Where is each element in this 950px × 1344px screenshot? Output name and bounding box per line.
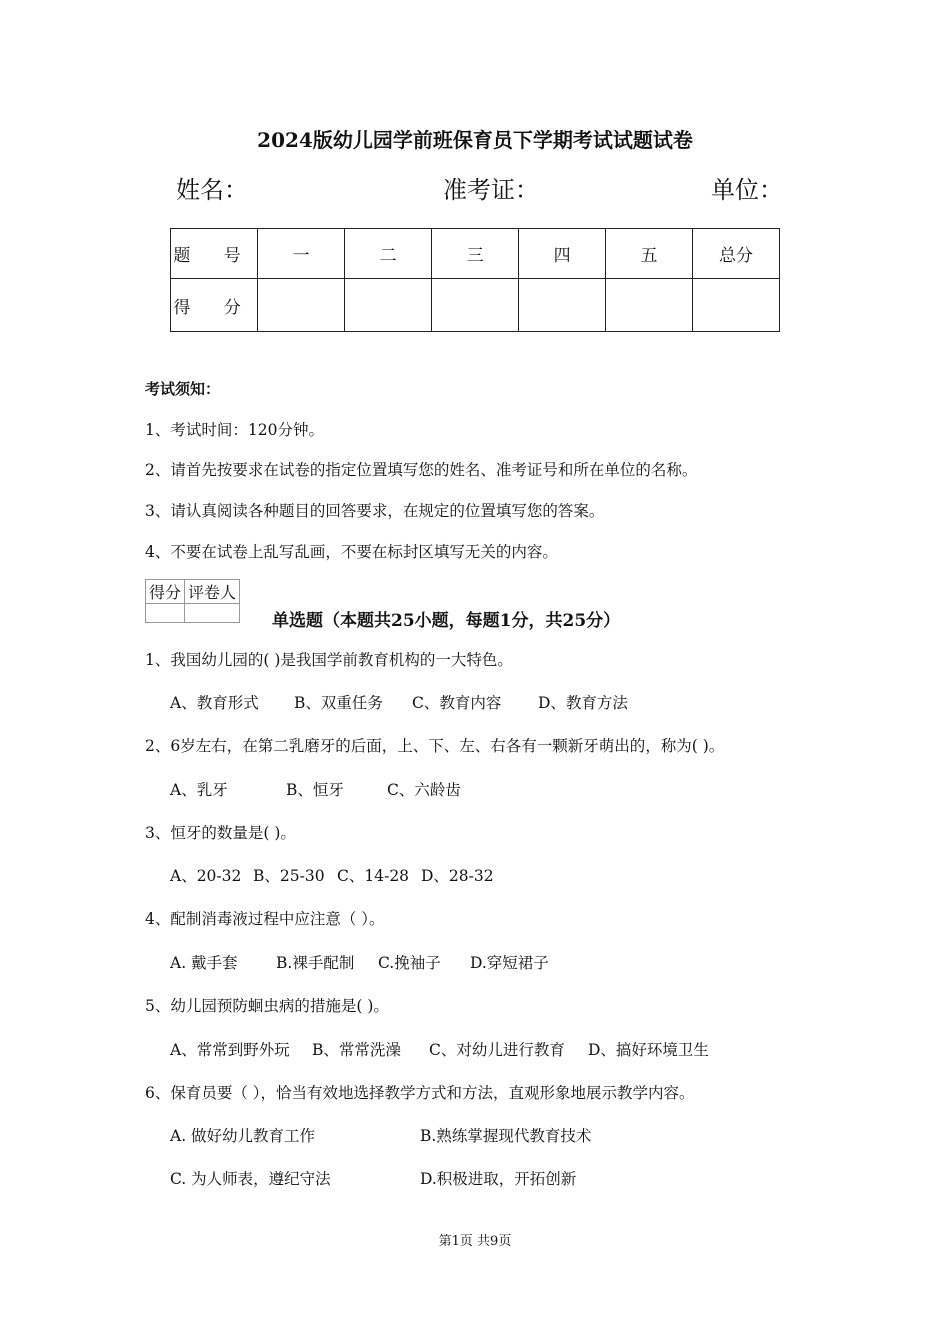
question-stem: 4、配制消毒液过程中应注意（ ）。 — [145, 910, 385, 928]
score-cell[interactable] — [258, 279, 345, 332]
grader-name-label: 评卷人 — [185, 580, 240, 604]
question-option[interactable]: B、常常洗澡 — [312, 1041, 401, 1059]
score-table — [170, 228, 780, 332]
notice-item: 3、请认真阅读各种题目的回答要求，在规定的位置填写您的答案。 — [145, 502, 605, 520]
column-header: 一 — [258, 229, 345, 279]
question-option[interactable]: A. 做好幼儿教育工作 — [170, 1127, 316, 1145]
score-label: 得 分 — [171, 279, 258, 332]
grader-name-cell[interactable] — [185, 604, 240, 623]
notice-item: 1、考试时间：120分钟。 — [145, 421, 324, 439]
page-footer: 第1页 共9页 — [438, 1234, 512, 1249]
question-option[interactable]: C.挽袖子 — [378, 954, 441, 972]
question-stem: 2、6岁左右，在第二乳磨牙的后面，上、下、左、右各有一颗新牙萌出的，称为( )。 — [145, 737, 725, 755]
question-option[interactable]: B、25-30 — [253, 867, 325, 885]
score-table-score-row — [171, 279, 780, 332]
question-option[interactable]: D、搞好环境卫生 — [588, 1041, 709, 1059]
question-option[interactable]: B.熟练掌握现代教育技术 — [420, 1127, 592, 1145]
question-option[interactable]: A、20-32 — [170, 867, 242, 885]
question-number-label: 题 号 — [171, 229, 258, 279]
score-table-header-row — [171, 229, 780, 279]
question-option[interactable]: A. 戴手套 — [170, 954, 238, 972]
column-header: 五 — [606, 229, 693, 279]
question-option[interactable]: C、对幼儿进行教育 — [429, 1041, 565, 1059]
score-cell[interactable] — [519, 279, 606, 332]
question-option[interactable]: C、14-28 — [337, 867, 410, 885]
question-option[interactable]: A、乳牙 — [170, 781, 228, 799]
question-option[interactable]: A、常常到野外玩 — [170, 1041, 290, 1059]
notice-item: 4、不要在试卷上乱写乱画，不要在标封区填写无关的内容。 — [145, 543, 558, 561]
question-option[interactable]: A、教育形式 — [170, 694, 259, 712]
name-field-label: 姓名： — [176, 176, 248, 204]
question-option[interactable]: B、恒牙 — [286, 781, 344, 799]
question-option[interactable]: D.穿短裙子 — [470, 954, 549, 972]
page-title: 2024版幼儿园学前班保育员下学期考试试题试卷 — [257, 128, 693, 152]
grader-score-label: 得分 — [146, 580, 185, 604]
score-cell[interactable] — [693, 279, 780, 332]
column-header: 四 — [519, 229, 606, 279]
question-option[interactable]: D.积极进取，开拓创新 — [420, 1170, 577, 1188]
question-option[interactable]: D、28-32 — [421, 867, 494, 885]
question-option[interactable]: B、双重任务 — [294, 694, 383, 712]
question-option[interactable]: C、教育内容 — [412, 694, 502, 712]
question-stem: 5、幼儿园预防蛔虫病的措施是( )。 — [145, 997, 389, 1015]
grader-score-cell[interactable] — [146, 604, 185, 623]
column-header: 总分 — [693, 229, 780, 279]
unit-field-label: 单位： — [711, 176, 783, 204]
question-stem: 3、恒牙的数量是( )。 — [145, 824, 296, 842]
question-stem: 6、保育员要（ ），恰当有效地选择教学方式和方法，直观形象地展示教学内容。 — [145, 1084, 695, 1102]
column-header: 二 — [345, 229, 432, 279]
question-option[interactable]: C. 为人师表，遵纪守法 — [170, 1170, 331, 1188]
question-option[interactable]: B.裸手配制 — [276, 954, 355, 972]
question-stem: 1、我国幼儿园的( )是我国学前教育机构的一大特色。 — [145, 651, 513, 669]
score-cell[interactable] — [345, 279, 432, 332]
question-option[interactable]: C、六龄齿 — [387, 781, 461, 799]
score-cell[interactable] — [606, 279, 693, 332]
score-cell[interactable] — [432, 279, 519, 332]
column-header: 三 — [432, 229, 519, 279]
exam-id-field-label: 准考证： — [443, 176, 539, 204]
question-option[interactable]: D、教育方法 — [538, 694, 628, 712]
notice-heading: 考试须知： — [145, 380, 221, 398]
grader-box — [145, 579, 240, 623]
section-title: 单选题（本题共25小题，每题1分，共25分） — [272, 611, 621, 631]
notice-item: 2、请首先按要求在试卷的指定位置填写您的姓名、准考证号和所在单位的名称。 — [145, 461, 698, 479]
